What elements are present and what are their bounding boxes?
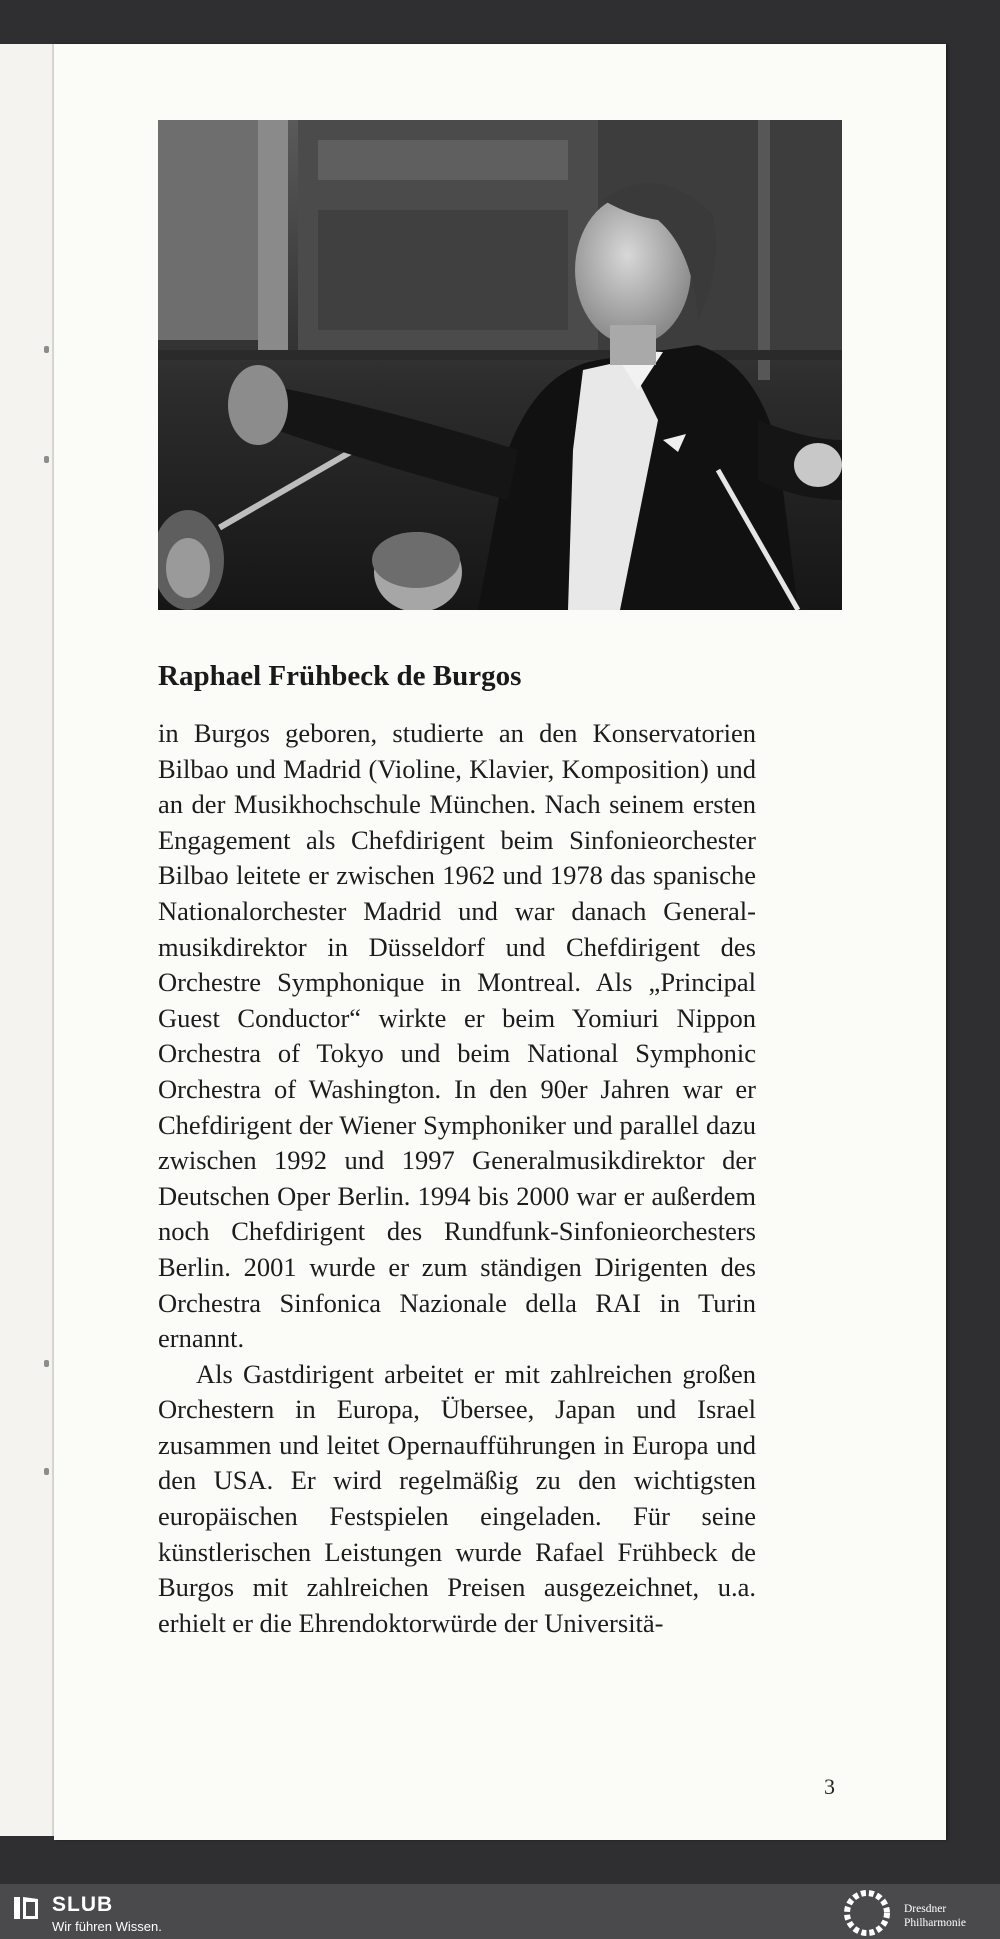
slub-logo-icon xyxy=(14,1895,40,1921)
library-tagline: Wir führen Wissen. xyxy=(52,1919,162,1934)
article-title: Raphael Frühbeck de Burgos xyxy=(158,660,522,692)
philharmonie-logo-icon xyxy=(842,1890,892,1936)
document-page xyxy=(54,44,946,1840)
body-paragraph: in Burgos geboren, studierte an den Konservatorien Bilbao und Madrid (Violine, Klavier, Komposition) und an der Musikhochschule München. Nach seinem ersten Engagement als Chefdirigent beim Sinfonieorchester Bilbao leitete er zwischen 1962 und 1978 das spanische Nationalorchester Madrid und war danach Generalmusikdirektor in Düsseldorf und Chefdirigent des Orchestre Symphonique in Montreal. Als „Principal Guest Conductor“ wirkte er beim Yomiuri Nippon Orchestra of Tokyo und beim National Symphonic Orchestra of Washington. In den 90er Jahren war er Chefdirigent der Wiener Symphoniker und parallel dazu zwischen 1992 und 1997 Generalmusikdirektor der Deutschen Oper Berlin. 1994 bis 2000 war er außerdem noch Chefdirigent des Rundfunk-Sinfonieorchesters Berlin. 2001 wurde er zum ständigen Dirigenten des Orchestra Sinfonica Nazionale della RAI in Turin ernannt. xyxy=(158,718,756,1354)
binding-mark xyxy=(44,1468,49,1475)
library-name: SLUB xyxy=(52,1893,114,1916)
body-paragraph: Als Gastdirigent arbeitet er mit zahlreichen großen Orchestern in Europa, Übersee, Japan und Israel zusammen und leitet Opernaufführungen in Europa und den USA. Er wird regelmäßig zu den wichtigsten europäischen Festspielen eingeladen. Für seine künstlerischen Leistungen wurde Rafael Frühbeck de Burgos mit zahlreichen Preisen ausgezeichnet, u.a. erhielt er die Ehrendoktorwürde der Universitä- xyxy=(158,1358,756,1638)
partner-name-line2: Philharmonie xyxy=(904,1917,966,1929)
conductor-photo xyxy=(158,120,842,610)
binding-mark xyxy=(44,346,49,353)
binding-mark xyxy=(44,1360,49,1367)
page-number: 3 xyxy=(824,1774,835,1799)
partner-name xyxy=(904,1902,966,1930)
article-body xyxy=(158,716,756,1641)
binding-mark xyxy=(44,456,49,463)
facing-page-edge xyxy=(0,44,54,1836)
partner-name-line1: Dresdner xyxy=(904,1903,947,1915)
